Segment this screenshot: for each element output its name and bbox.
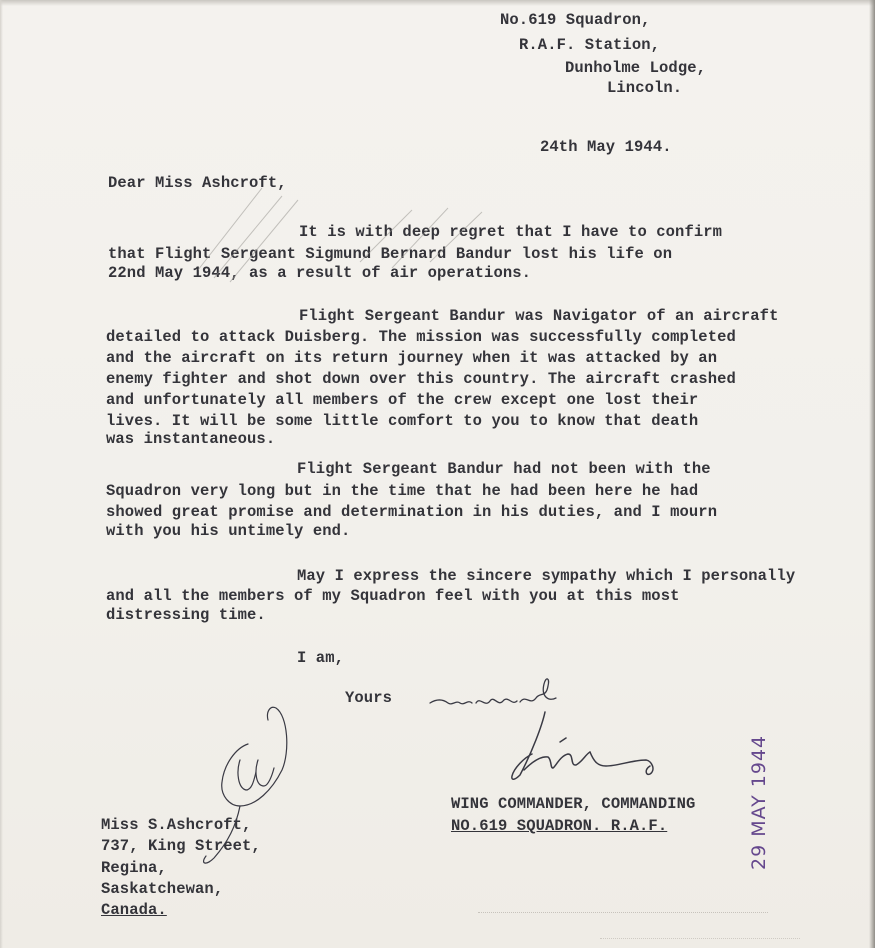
scan-artifact (478, 912, 768, 914)
sender-address-line: Lincoln. (607, 79, 683, 97)
scan-artifact (600, 938, 800, 940)
recipient-address-line: Miss S.Ashcroft, (101, 816, 252, 834)
body-line: 22nd May 1944, as a result of air operations. (108, 264, 532, 282)
body-line: enemy fighter and shot down over this country. The aircraft crashed (106, 370, 736, 388)
letter-date: 24th May 1944. (540, 138, 672, 156)
body-line: May I express the sincere sympathy which I personally (297, 567, 796, 585)
body-line: was instantaneous. (106, 430, 276, 448)
signatory-title: WING COMMANDER, COMMANDING (451, 795, 696, 813)
signatory-unit: NO.619 SQUADRON. R.A.F. (451, 817, 668, 835)
body-line: Flight Sergeant Bandur had not been with the (297, 460, 711, 478)
scan-edge-top (0, 0, 875, 6)
body-line: Squadron very long but in the time that he had been here he had (106, 482, 699, 500)
handwritten-signature (512, 712, 653, 779)
recipient-address-line: Regina, (101, 859, 167, 877)
body-line: and unfortunately all members of the crew except one lost their (106, 391, 699, 409)
sender-address-line: No.619 Squadron, (500, 11, 651, 29)
recipient-address-line: Saskatchewan, (101, 880, 224, 898)
received-date-stamp: 29 MAY 1944 (748, 734, 770, 870)
scan-edge-left (0, 0, 3, 948)
body-line: Flight Sergeant Bandur was Navigator of an aircraft (299, 307, 779, 325)
sender-address-line: R.A.F. Station, (519, 36, 661, 54)
body-line: It is with deep regret that I have to confirm (299, 223, 723, 241)
body-line: distressing time. (106, 606, 266, 624)
closing-yours: Yours (345, 689, 393, 707)
salutation: Dear Miss Ashcroft, (108, 174, 287, 192)
scan-edge-right (869, 0, 875, 948)
recipient-address-line: Canada. (101, 901, 167, 919)
sender-address-line: Dunholme Lodge, (565, 59, 707, 77)
closing-i-am: I am, (297, 649, 345, 667)
recipient-address-line: 737, King Street, (101, 837, 261, 855)
body-line: detailed to attack Duisberg. The mission was successfully completed (106, 328, 736, 346)
body-line: with you his untimely end. (106, 522, 351, 540)
handwritten-sincerely (430, 679, 556, 704)
body-line: and the aircraft on its return journey when it was attacked by an (106, 349, 718, 367)
body-line: and all the members of my Squadron feel with you at this most (106, 587, 680, 605)
body-line: showed great promise and determination in his duties, and I mourn (106, 503, 718, 521)
body-line: lives. It will be some little comfort to you to know that death (106, 412, 699, 430)
body-line: that Flight Sergeant Sigmund Bernard Bandur lost his life on (108, 245, 673, 263)
